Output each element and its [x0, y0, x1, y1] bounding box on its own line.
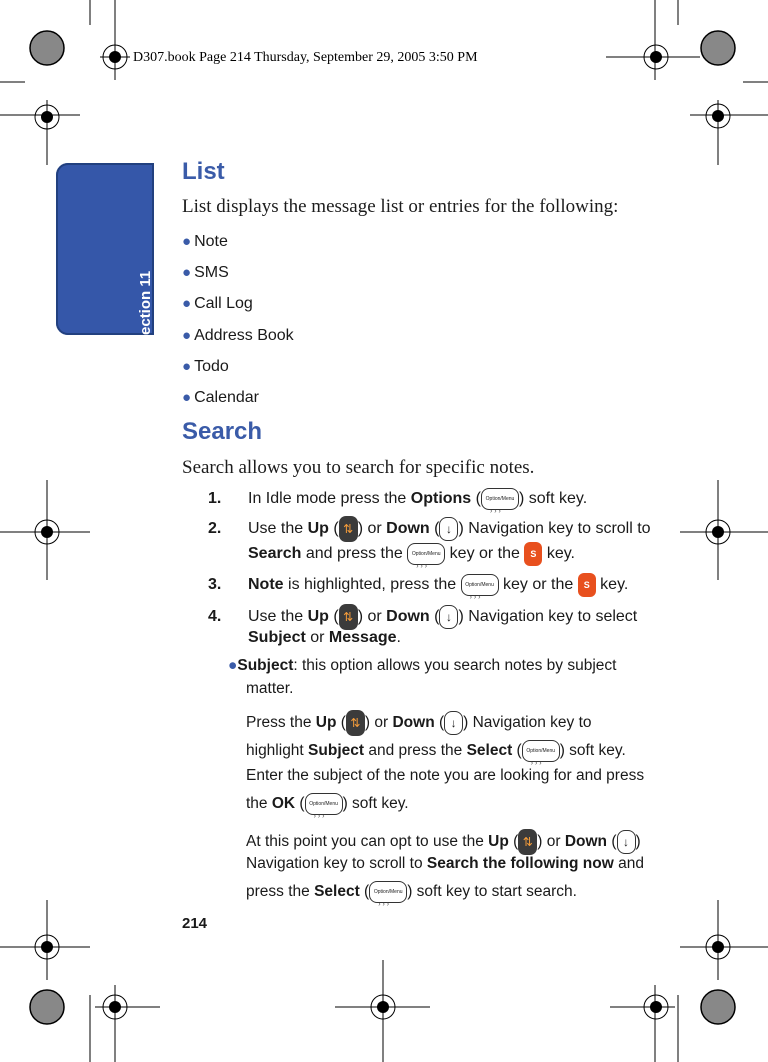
option-menu-key-icon: Option/Menu › › › — [407, 543, 445, 565]
subject-bullet: ●Subject: this option allows you search notes by subject — [228, 657, 617, 674]
up-key-icon: ⇅ — [518, 829, 537, 855]
s-key-icon: S — [524, 542, 542, 566]
subject-para-3: Enter the subject of the note you are looking for and press — [246, 767, 645, 784]
step-2-line-2: Search and press the Option/Menu › › › key or the S key. — [248, 542, 575, 566]
list-item: ● Calendar — [182, 389, 259, 406]
down-key-icon: ↓ — [617, 830, 636, 854]
up-key-icon: ⇅ — [339, 604, 358, 630]
subject-para-2: highlight Subject and press the Select ( Option/Menu › › › ) soft key. — [246, 740, 626, 762]
step-4: 4. Use the Up ( ⇅ ) or Down ( ↓ ) Navigation key to select — [208, 604, 637, 630]
subject-para-5: At this point you can opt to use the Up ( ⇅ ) or Down ( ↓ ) — [246, 829, 641, 855]
section-tab-label: Section 11 — [137, 270, 154, 345]
up-key-icon: ⇅ — [339, 516, 358, 542]
subject-para-1: Press the Up ( ⇅ ) or Down ( ↓ ) Navigation key to — [246, 710, 592, 736]
down-key-icon: ↓ — [439, 605, 458, 629]
step-3: 3. Note is highlighted, press the Option/Menu › › › key or the S key. — [208, 573, 628, 597]
option-menu-key-icon: Option/Menu › › › — [369, 881, 407, 903]
down-key-icon: ↓ — [439, 517, 458, 541]
subject-para-4: the OK ( Option/Menu › › › ) soft key. — [246, 793, 409, 815]
search-heading: Search — [182, 418, 263, 445]
step-2: 2. Use the Up ( ⇅ ) or Down ( ↓ ) Navigation key to scroll to — [208, 516, 651, 542]
page-number: 214 — [182, 915, 208, 932]
list-item: ● SMS — [182, 264, 229, 281]
option-menu-key-icon: Option/Menu › › › — [305, 793, 343, 815]
list-item: ● Todo — [182, 358, 229, 375]
search-intro: Search allows you to search for specific notes. — [182, 457, 535, 478]
list-intro: List displays the message list or entries for the following: — [182, 196, 619, 217]
option-menu-key-icon: Option/Menu › › › — [481, 488, 519, 510]
print-header: D307.book Page 214 Thursday, September 29, 2005 3:50 PM — [133, 50, 478, 65]
subject-para-7: press the Select ( Option/Menu › › › ) soft key to start search. — [246, 881, 577, 903]
up-key-icon: ⇅ — [346, 710, 365, 736]
list-item: ● Call Log — [182, 295, 253, 312]
list-heading: List — [182, 158, 225, 185]
s-key-icon: S — [578, 573, 596, 597]
option-menu-key-icon: Option/Menu › › › — [461, 574, 499, 596]
list-item: ● Address Book — [182, 327, 294, 344]
subject-line-2: matter. — [246, 680, 294, 697]
down-key-icon: ↓ — [444, 711, 463, 735]
subject-para-6: Navigation key to scroll to Search the following now and — [246, 855, 644, 872]
step-4-line-2: Subject or Message. — [248, 629, 401, 646]
option-menu-key-icon: Option/Menu › › › — [522, 740, 560, 762]
step-1: 1. In Idle mode press the Options ( Option/Menu › › › ) soft key. — [208, 488, 587, 510]
list-item: ● Note — [182, 233, 228, 250]
